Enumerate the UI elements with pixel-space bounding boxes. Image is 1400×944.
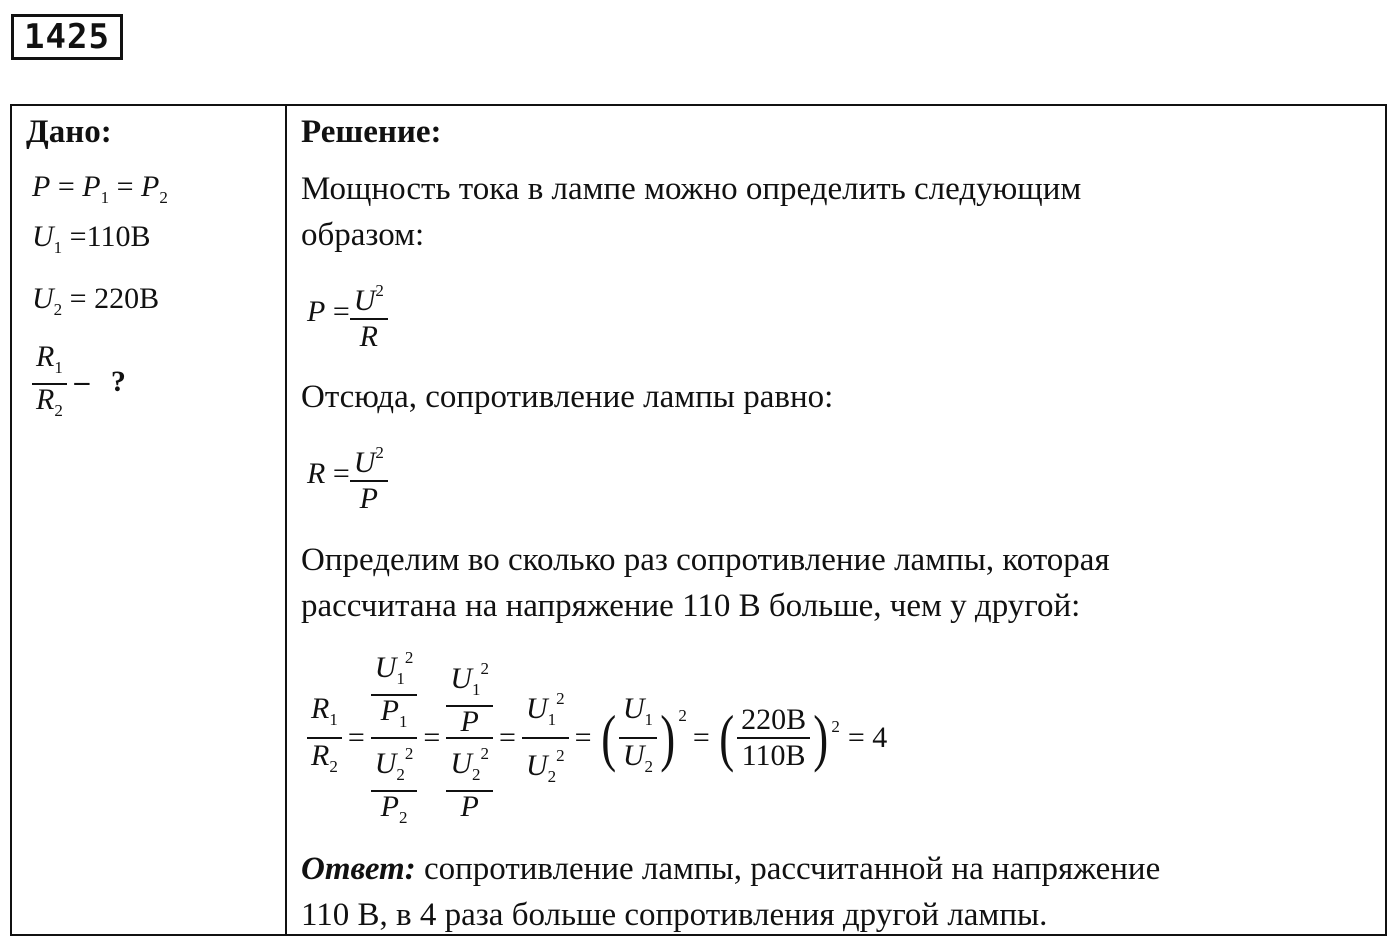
given-power-equality: $P = P_1 = P_2$ bbox=[32, 170, 168, 207]
solution-table bbox=[10, 104, 1387, 936]
paragraph-1-line-1: Мощность тока в лампе можно определить следующим bbox=[301, 171, 1082, 207]
ratio-numeric-denominator: 110B bbox=[741, 739, 806, 772]
given-u2-value: 220B bbox=[94, 282, 160, 315]
paragraph-3-line-2: рассчитана на напряжение 110 В больше, чем у другой: bbox=[301, 588, 1081, 624]
given-heading: Дано: bbox=[26, 114, 112, 150]
fraction-u2-over-r: $\frac{U^2}{R}$ bbox=[350, 274, 388, 354]
formula-ratio-chain: $\frac{R_1}{R_2}$ = $\frac{\frac{U_1^2}{P_1}}{\frac{U_2^2}{P_2}}$ = $\frac{\frac{U_1^2}{P}}{\frac{U_2^2}{P}}$ = $\frac{U_1^2}{U_2^2}$ = ( $\frac{U_1}{U_2}$ ) $^2$ = ( $\frac{220B}{110B}$ ) $^2$ = 4 bbox=[307, 648, 887, 828]
given-ratio-fraction: $\frac{R_1}{R_2}$ bbox=[32, 342, 67, 426]
column-divider bbox=[285, 106, 287, 934]
ratio-r1-r2: $\frac{R_1}{R_2}$ bbox=[307, 692, 342, 784]
ratio-result: = 4 bbox=[847, 721, 888, 754]
fraction-u2-over-p: $\frac{U^2}{P}$ bbox=[350, 436, 388, 516]
ratio-numeric-squared: ( $\frac{220B}{110B}$ ) $^2$ bbox=[718, 702, 840, 773]
solution-heading: Решение: bbox=[301, 114, 442, 150]
ratio-numeric-numerator: 220B bbox=[737, 703, 810, 739]
paragraph-2: Отсюда, сопротивление лампы равно: bbox=[301, 379, 834, 415]
question-mark: ? bbox=[110, 364, 126, 398]
ratio-nested-p1-p2: $\frac{\frac{U_1^2}{P_1}}{\frac{U_2^2}{P_2}}$ bbox=[371, 643, 418, 833]
paragraph-1-line-2: образом: bbox=[301, 217, 425, 253]
given-unknown: $\frac{R_1}{R_2}$ – ? bbox=[32, 342, 126, 426]
ratio-u1-u2-squared: ( $\frac{U_1}{U_2}$ ) $^2$ bbox=[600, 692, 687, 776]
formula-resistance: R = $\frac{U^2}{P}$ bbox=[307, 436, 388, 516]
ratio-u1sq-u2sq: $\frac{U_1^2}{U_2^2}$ bbox=[522, 682, 569, 794]
given-voltage-1: $U_1 =110B$ bbox=[32, 220, 151, 257]
answer-label: Ответ: bbox=[301, 851, 416, 887]
answer-line-2: 110 В, в 4 раза больше сопротивления другой лампы. bbox=[301, 897, 1048, 933]
ratio-nested-p: $\frac{\frac{U_1^2}{P}}{\frac{U_2^2}{P}}$ bbox=[446, 654, 493, 822]
given-voltage-2: $U_2 = 220B$ bbox=[32, 282, 160, 319]
formula-power: P = $\frac{U^2}{R}$ bbox=[307, 274, 388, 354]
problem-number: 1425 bbox=[11, 14, 123, 60]
paragraph-3-line-1: Определим во сколько раз сопротивление лампы, которая bbox=[301, 542, 1110, 578]
answer-text-1: сопротивление лампы, рассчитанной на напряжение bbox=[423, 851, 1161, 887]
given-u1-value: 110B bbox=[86, 220, 151, 253]
answer-line-1 bbox=[301, 846, 1160, 892]
